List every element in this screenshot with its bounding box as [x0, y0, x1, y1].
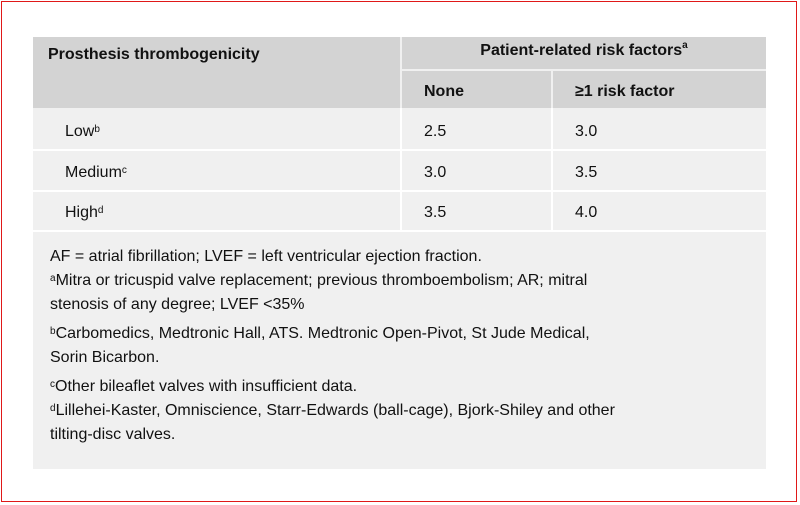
row-label-high: High — [65, 204, 98, 221]
header-risk-factor-label: ≥1 risk factor — [575, 83, 675, 100]
cell-high-risk: 4.0 — [575, 204, 598, 221]
row-label-medium: Medium — [65, 164, 122, 181]
header-patient-risk — [402, 37, 766, 69]
footnote-marker: c — [121, 165, 127, 176]
cell-high-none: 3.5 — [424, 204, 447, 221]
header-none-label: None — [424, 83, 464, 100]
footnote-d — [50, 399, 750, 423]
footnote-a — [50, 269, 750, 293]
column-divider — [551, 108, 553, 232]
footnote-marker: a — [50, 273, 56, 284]
cell-medium-risk: 3.5 — [575, 164, 598, 181]
footnote-marker: b — [50, 326, 56, 337]
row-label-low: Low — [65, 123, 95, 140]
footnote-abbreviations: AF = atrial fibrillation; LVEF = left ventricular ejection fraction. — [50, 248, 482, 265]
footnote-b-cont: Sorin Bicarbon. — [50, 349, 160, 366]
footnote-marker: a — [682, 40, 688, 51]
table-row-label — [65, 204, 103, 222]
footnote-b — [50, 322, 750, 346]
footnote-a-cont: stenosis of any degree; LVEF <35% — [50, 296, 305, 313]
footnote-marker: b — [94, 124, 100, 135]
footnote-text: Mitra or tricuspid valve replacement; previous thromboembolism; AR; mitral — [55, 272, 588, 289]
footnote-d-cont: tilting-disc valves. — [50, 426, 176, 443]
table-panel — [33, 37, 766, 469]
table-footnotes — [50, 245, 750, 447]
footnote-marker: d — [97, 205, 104, 216]
column-divider — [400, 108, 402, 232]
cell-low-risk: 3.0 — [575, 123, 598, 140]
header-prosthesis — [33, 37, 400, 108]
footnote-text: Carbomedics, Medtronic Hall, ATS. Medtronic Open-Pivot, St Jude Medical, — [55, 325, 590, 342]
footnote-marker: d — [50, 403, 56, 414]
table-row-label — [65, 123, 100, 141]
header-prosthesis-label: Prosthesis thrombogenicity — [48, 46, 260, 63]
header-patient-risk-label: Patient-related risk factors — [480, 42, 683, 59]
cell-medium-none: 3.0 — [424, 164, 447, 181]
table-row-label — [65, 164, 127, 182]
footnote-c — [50, 375, 750, 399]
footnote-text: Other bileaflet valves with insufficient data. — [55, 378, 358, 395]
footnote-text: Lillehei-Kaster, Omniscience, Starr-Edwards (ball-cage), Bjork-Shiley and other — [55, 402, 615, 419]
header-none — [402, 71, 551, 108]
header-risk-factor — [553, 71, 766, 108]
cell-low-none: 2.5 — [424, 123, 447, 140]
footnote-marker: c — [50, 379, 55, 390]
